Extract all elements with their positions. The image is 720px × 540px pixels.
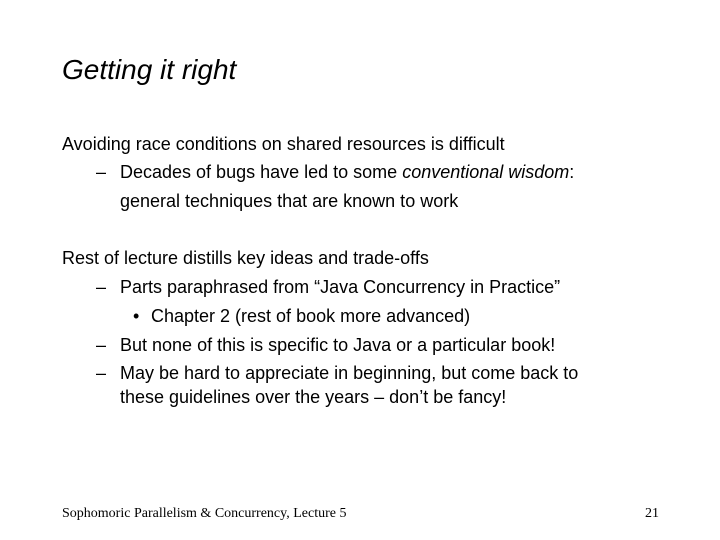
bullet-1-sub-1-dash: – — [96, 162, 107, 182]
bullet-2-sub-1-subsub-bullet: • — [133, 306, 140, 326]
bullet-2-sub-1-dash: – — [96, 277, 107, 297]
slide-title: Getting it right — [62, 54, 237, 85]
bullet-1-sub-1-emphasis-wisdom: wisdom — [508, 162, 570, 182]
bullet-2-text: Rest of lecture distills key ideas and trade-offs — [62, 248, 429, 268]
bullet-2-sub-1-subsub-text: Chapter 2 (rest of book more advanced) — [151, 306, 471, 326]
bullet-2-sub-2-text: But none of this is specific to Java or a particular book! — [120, 335, 556, 355]
bullet-1-sub-1-line-1 — [120, 161, 574, 183]
bullet-1-sub-1-colon: : — [569, 162, 575, 182]
bullet-2-sub-3-line-1: May be hard to appreciate in beginning, but come back to — [120, 363, 579, 383]
bullet-1-sub-1-line-2: general techniques that are known to work — [120, 191, 459, 211]
bullet-2-sub-3-line-2: these guidelines over the years – don’t be fancy! — [120, 387, 507, 407]
footer-course-title: Sophomoric Parallelism & Concurrency, Lecture 5 — [62, 506, 347, 521]
bullet-2-sub-1-text: Parts paraphrased from “Java Concurrency in Practice” — [120, 277, 561, 297]
bullet-1-sub-1-emphasis-conventional: conventional — [402, 162, 504, 182]
page-number: 21 — [645, 506, 659, 521]
bullet-1-text: Avoiding race conditions on shared resources is difficult — [62, 134, 505, 154]
bullet-2-sub-2-dash: – — [96, 335, 107, 355]
bullet-1-sub-1-pre: Decades of bugs have led to some — [120, 162, 403, 182]
bullet-2-sub-3-dash: – — [96, 363, 107, 383]
